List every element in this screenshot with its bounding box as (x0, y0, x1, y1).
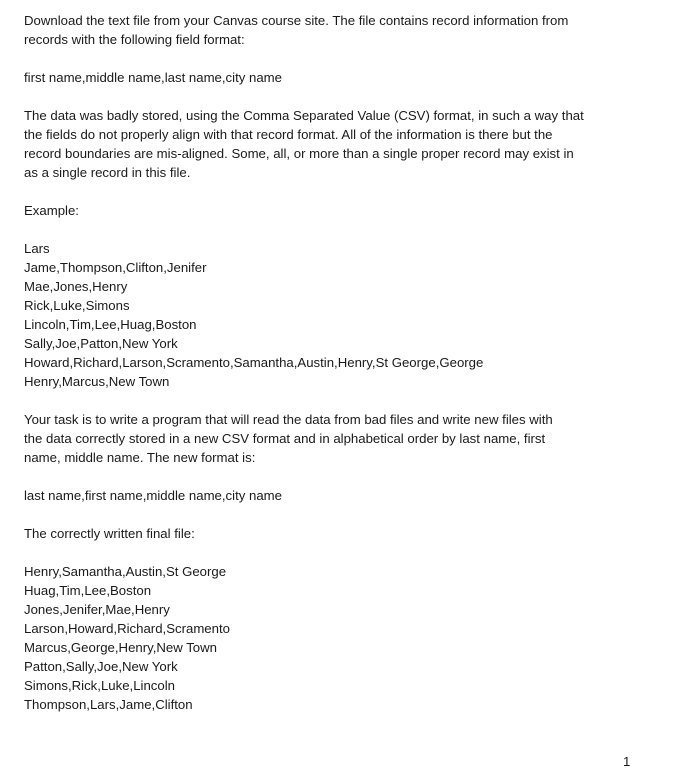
task-line: the data correctly stored in a new CSV format and in alphabetical order by last name, first (24, 431, 546, 446)
paragraph-spacer (24, 49, 634, 68)
paragraph-spacer (24, 87, 634, 106)
example-heading: Example: (24, 203, 79, 218)
example-record-line: Howard,Richard,Larson,Scramento,Samantha,Austin,Henry,St George,George (24, 355, 484, 370)
intro-line: records with the following field format: (24, 32, 245, 47)
description-line: record boundaries are mis-aligned. Some, all, or more than a single proper record may exist in (24, 146, 574, 161)
intro-paragraph (24, 11, 634, 49)
description-line: the fields do not properly align with that record format. All of the information is there but the (24, 127, 553, 142)
page-number: 1 (623, 754, 631, 769)
example-record-line: Lars (24, 241, 50, 256)
paragraph-spacer (24, 182, 634, 201)
example-record-line: Henry,Marcus,New Town (24, 374, 170, 389)
final-record-line: Patton,Sally,Joe,New York (24, 659, 178, 674)
example-record-line: Sally,Joe,Patton,New York (24, 336, 178, 351)
description-line: The data was badly stored, using the Comma Separated Value (CSV) format, in such a way that (24, 108, 584, 123)
description-paragraph (24, 106, 634, 182)
final-record-line: Larson,Howard,Richard,Scramento (24, 621, 230, 636)
task-line: Your task is to write a program that will read the data from bad files and write new files with (24, 412, 553, 427)
example-record-line: Jame,Thompson,Clifton,Jenifer (24, 260, 207, 275)
example-record-line: Rick,Luke,Simons (24, 298, 130, 313)
final-record-line: Simons,Rick,Luke,Lincoln (24, 678, 175, 693)
paragraph-spacer (24, 220, 634, 239)
input-format-line: first name,middle name,last name,city name (24, 70, 282, 85)
paragraph-spacer (24, 467, 634, 486)
output-format-line: last name,first name,middle name,city name (24, 488, 282, 503)
final-record-line: Thompson,Lars,Jame,Clifton (24, 697, 193, 712)
example-record-line: Lincoln,Tim,Lee,Huag,Boston (24, 317, 197, 332)
example-block (24, 239, 634, 391)
intro-line: Download the text file from your Canvas course site. The file contains record information from (24, 13, 569, 28)
paragraph-spacer (24, 505, 634, 524)
paragraph-spacer (24, 391, 634, 410)
paragraph-spacer (24, 543, 634, 562)
final-record-line: Jones,Jenifer,Mae,Henry (24, 602, 170, 617)
final-record-line: Henry,Samantha,Austin,St George (24, 564, 227, 579)
description-line: as a single record in this file. (24, 165, 191, 180)
task-line: name, middle name. The new format is: (24, 450, 256, 465)
final-record-line: Huag,Tim,Lee,Boston (24, 583, 152, 598)
example-record-line: Mae,Jones,Henry (24, 279, 128, 294)
final-file-block (24, 562, 634, 714)
final-heading: The correctly written final file: (24, 526, 195, 541)
document-page (24, 11, 634, 714)
final-record-line: Marcus,George,Henry,New Town (24, 640, 217, 655)
task-paragraph (24, 410, 634, 467)
